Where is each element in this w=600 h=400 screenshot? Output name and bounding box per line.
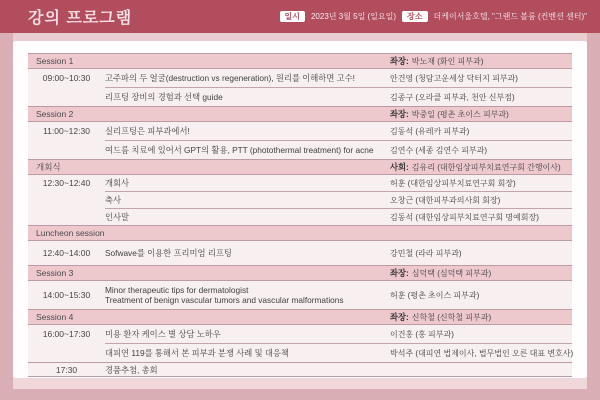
table-row	[28, 121, 572, 140]
topic-cell: 실리프팅은 피부과에서!	[105, 126, 190, 136]
speaker-cell	[390, 363, 572, 376]
time-cell: 17:30	[55, 364, 78, 375]
venue-text: 더케이서울호텔, "그랜드 볼룸 (컨벤션 센터)"	[433, 12, 587, 21]
topic-cell: Sofwave를 이용한 프리미엄 리프팅	[105, 248, 232, 258]
section-title: Session 2	[36, 109, 74, 119]
section-title: Session 1	[36, 56, 74, 66]
table-row	[28, 208, 572, 225]
time-cell	[28, 87, 105, 106]
topic-line2: Treatment of benign vascular tumors and vascular malformations	[105, 295, 344, 305]
header-info	[280, 0, 588, 33]
table-row	[28, 87, 572, 106]
section-title: Luncheon session	[36, 228, 105, 238]
time-cell	[28, 191, 105, 208]
chair-role-label: 좌장:	[390, 56, 409, 66]
topic-cell: 축사	[105, 191, 390, 209]
time-cell: 12:40~14:00	[42, 248, 91, 258]
time-cell	[28, 343, 105, 362]
section-title: Session 3	[36, 268, 74, 278]
page-title: 강의 프로그램	[28, 10, 133, 27]
speaker-cell: 이건홍 (홍 피부과)	[390, 329, 454, 339]
section-header-luncheon	[28, 225, 572, 240]
section-title: Session 4	[36, 312, 74, 322]
table-row	[28, 191, 572, 208]
time-cell: 12:30~12:40	[42, 178, 91, 188]
section-header-session2	[28, 106, 572, 121]
table-row	[28, 362, 572, 377]
speaker-cell: 김연수 (세종 김연수 피부과)	[390, 140, 572, 160]
table-row	[28, 174, 572, 191]
topic-cell: 인사말	[105, 208, 390, 226]
table-row	[28, 280, 572, 309]
table-row	[28, 140, 572, 159]
venue-badge: 장소	[402, 11, 427, 22]
speaker-cell: 박석주 (대피연 법제이사, 법무법인 오른 대표 변호사)	[390, 343, 572, 363]
section-chair	[390, 108, 572, 120]
topic-cell: 여드름 치료에 있어서 GPT의 활용, PTT (photothermal treatment) for acne	[105, 140, 390, 160]
speaker-cell: 안건영 (청담고운세상 닥터지 피부과)	[390, 73, 518, 83]
table-row	[28, 343, 572, 362]
chair-person: 박중일 (평촌 초이스 피부과)	[411, 110, 509, 119]
header-band	[0, 0, 600, 33]
date-text: 2023년 3월 5일 (일요일)	[310, 12, 397, 21]
content-card	[13, 41, 587, 378]
speaker-cell: 오창근 (대한피부과의사회 회장)	[390, 191, 572, 209]
section-chair	[390, 55, 572, 67]
chair-role-label: 좌장:	[390, 268, 409, 278]
section-chair	[390, 267, 572, 279]
topic-cell: 고주파의 두 얼굴(destruction vs regeneration), 원리를 이해하면 고수!	[105, 73, 355, 83]
chair-role-label: 좌장:	[390, 312, 409, 322]
chair-person: 김유리 (대한임상피부치료연구회 간행이사)	[411, 163, 561, 172]
section-header-session4	[28, 309, 572, 324]
section-chair	[390, 161, 572, 173]
time-cell	[28, 140, 105, 159]
topic-cell: 리프팅 장비의 경험과 선택 guide	[105, 87, 390, 107]
section-title: 개회식	[36, 162, 61, 172]
topic-cell	[105, 281, 390, 309]
bottom-strip	[13, 378, 587, 389]
speaker-cell: 김동석 (대한임상피부치료연구회 명예회장)	[390, 208, 572, 226]
time-cell	[28, 208, 105, 225]
date-badge: 일시	[280, 11, 305, 22]
program-table	[28, 53, 572, 377]
speaker-cell: 허훈 (평촌 초이스 피부과)	[390, 290, 480, 300]
speaker-cell: 허훈 (대한임상피부치료연구회 회장)	[390, 178, 516, 188]
topic-cell: 미용 환자 케이스 별 상담 노하우	[105, 329, 221, 339]
topic-cell: 경품추첨, 총회	[105, 364, 158, 375]
chair-person: 심덕택 (심덕택 피부과)	[411, 269, 492, 278]
section-chair	[390, 228, 572, 238]
speaker-cell: 강민철 (라라 피부과)	[390, 248, 462, 258]
chair-role-label: 사회:	[390, 162, 409, 172]
time-cell: 11:00~12:30	[43, 126, 90, 136]
topic-cell: 대피연 119를 통해서 본 피부과 분쟁 사례 및 대응책	[105, 343, 390, 363]
chair-person: 박노재 (화인 피부과)	[411, 57, 484, 66]
table-row	[28, 68, 572, 87]
section-chair	[390, 311, 572, 323]
topic-cell: 개회사	[105, 178, 130, 188]
topic-line1: Minor therapeutic tips for dermatologist	[105, 285, 249, 295]
time-cell: 09:00~10:30	[42, 73, 91, 83]
time-cell: 14:00~15:30	[42, 290, 91, 300]
section-header-session1	[28, 53, 572, 68]
time-cell: 16:00~17:30	[42, 329, 91, 339]
chair-person: 신학철 (신학철 피부과)	[411, 313, 492, 322]
chair-role-label: 좌장:	[390, 109, 409, 119]
table-row	[28, 240, 572, 265]
section-header-opening	[28, 159, 572, 174]
speaker-cell: 김종구 (오라클 피부과, 천안 신부점)	[390, 87, 572, 107]
speaker-cell: 김동석 (유레카 피부과)	[390, 126, 470, 136]
top-strip	[13, 33, 587, 41]
section-header-session3	[28, 265, 572, 280]
table-row	[28, 324, 572, 343]
